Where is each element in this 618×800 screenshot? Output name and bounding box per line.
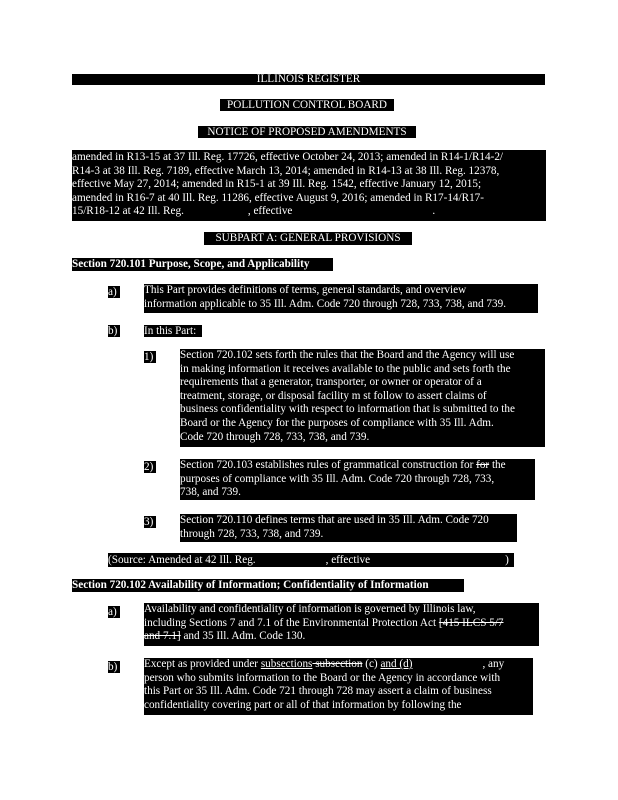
item-1-line-6: Board or the Agency for the purposes of compliance with 35 Ill. Adm. — [180, 416, 494, 429]
item-1-line-4: treatment, storage, or disposal facility m st follow to assert claims of — [180, 389, 487, 402]
history-line-5: 15/R18-12 at 42 Ill. Reg. , effective . — [72, 205, 436, 218]
history-line-2: R14-3 at 38 Ill. Reg. 7189, effective March 13, 2014; amended in R14-13 at 38 Ill. Reg. 12378, — [72, 164, 500, 177]
item-3-line-1: Section 720.110 defines terms that are used in 35 Ill. Adm. Code 720 — [180, 514, 489, 526]
section-102-a-line-3: and 7.1] and 35 Ill. Adm. Code 130. — [144, 630, 306, 643]
item-2-line-3: 738, and 739. — [180, 486, 241, 499]
item-3-line-2: through 728, 733, 738, and 739. — [180, 527, 324, 540]
section-101-heading: Section 720.101 Purpose, Scope, and Applicability — [72, 258, 333, 271]
section-102-heading: Section 720.102 Availability of Information; Confidentiality of Information — [72, 579, 464, 592]
item-1-line-3: requirements that a generator, transporter, or owner or operator of a — [180, 376, 482, 389]
section-102-a-text — [144, 603, 539, 646]
item-3-text — [180, 514, 517, 542]
amendment-history — [72, 150, 546, 221]
item-1-label: 1) — [144, 351, 156, 363]
section-102-a-line-1: Availability and confidentiality of information is governed by Illinois law, — [144, 603, 476, 615]
notice-title: NOTICE OF PROPOSED AMENDMENTS — [198, 126, 416, 138]
section-102-b-label: b) — [108, 661, 120, 673]
item-1-line-7: Code 720 through 728, 733, 738, and 739. — [180, 430, 370, 443]
item-1-text — [180, 349, 545, 447]
section-101-a-text — [144, 284, 538, 313]
history-line-1: amended in R13-15 at 37 Ill. Reg. 17726, effective October 24, 2013; amended in R14-1/R14-2/ — [72, 151, 504, 163]
item-2-text — [180, 459, 535, 500]
register-title: ILLINOIS REGISTER — [72, 74, 545, 85]
section-102-b-text — [144, 658, 533, 715]
section-102-b-line-3: this Part or 35 Ill. Adm. Code 721 through 728 may assert a claim of business — [144, 685, 492, 698]
item-2-label: 2) — [144, 461, 156, 473]
section-101-b-text: In this Part: — [144, 325, 202, 337]
subpart-heading: SUBPART A: GENERAL PROVISIONS — [204, 232, 412, 245]
section-102-b-line-1: Except as provided under subsections subsection (c) and (d) , any — [144, 658, 505, 670]
source-note: (Source: Amended at 42 Ill. Reg. , effective ) — [108, 553, 514, 567]
item-1-line-5: business confidentiality with respect to information that is submitted to the — [180, 403, 515, 416]
section-102-a-line-2: including Sections 7 and 7.1 of the Environmental Protection Act [415 ILCS 5/7 — [144, 616, 504, 629]
section-101-b-label: b) — [108, 325, 120, 337]
section-101-a-line-1: This Part provides definitions of terms, general standards, and overview — [144, 284, 467, 296]
board-title: POLLUTION CONTROL BOARD — [220, 99, 394, 111]
section-102-b-line-4: confidentiality covering part or all of that information by following the — [144, 698, 462, 711]
item-3-label: 3) — [144, 516, 156, 528]
item-2-line-2: purposes of compliance with 35 Ill. Adm. Code 720 through 728, 733, — [180, 472, 495, 485]
item-2-line-1: Section 720.103 establishes rules of grammatical construction for for the — [180, 459, 506, 471]
item-1-line-1: Section 720.102 sets forth the rules that the Board and the Agency will use — [180, 349, 515, 361]
history-line-4: amended in R16-7 at 40 Ill. Reg. 11286, effective August 9, 2016; amended in R17-14/R17- — [72, 191, 485, 204]
history-line-3: effective May 27, 2014; amended in R15-1 at 39 Ill. Reg. 1542, effective January 12, 2015; — [72, 178, 482, 191]
section-101-a-label: a) — [108, 286, 120, 298]
item-1-line-2: in making information it receives available to the public and sets forth the — [180, 362, 511, 375]
section-102-b-line-2: person who submits information to the Board or the Agency in accordance with — [144, 671, 501, 684]
section-101-a-line-2: information applicable to 35 Ill. Adm. Code 720 through 728, 733, 738, and 739. — [144, 297, 506, 310]
section-102-a-label: a) — [108, 606, 120, 618]
